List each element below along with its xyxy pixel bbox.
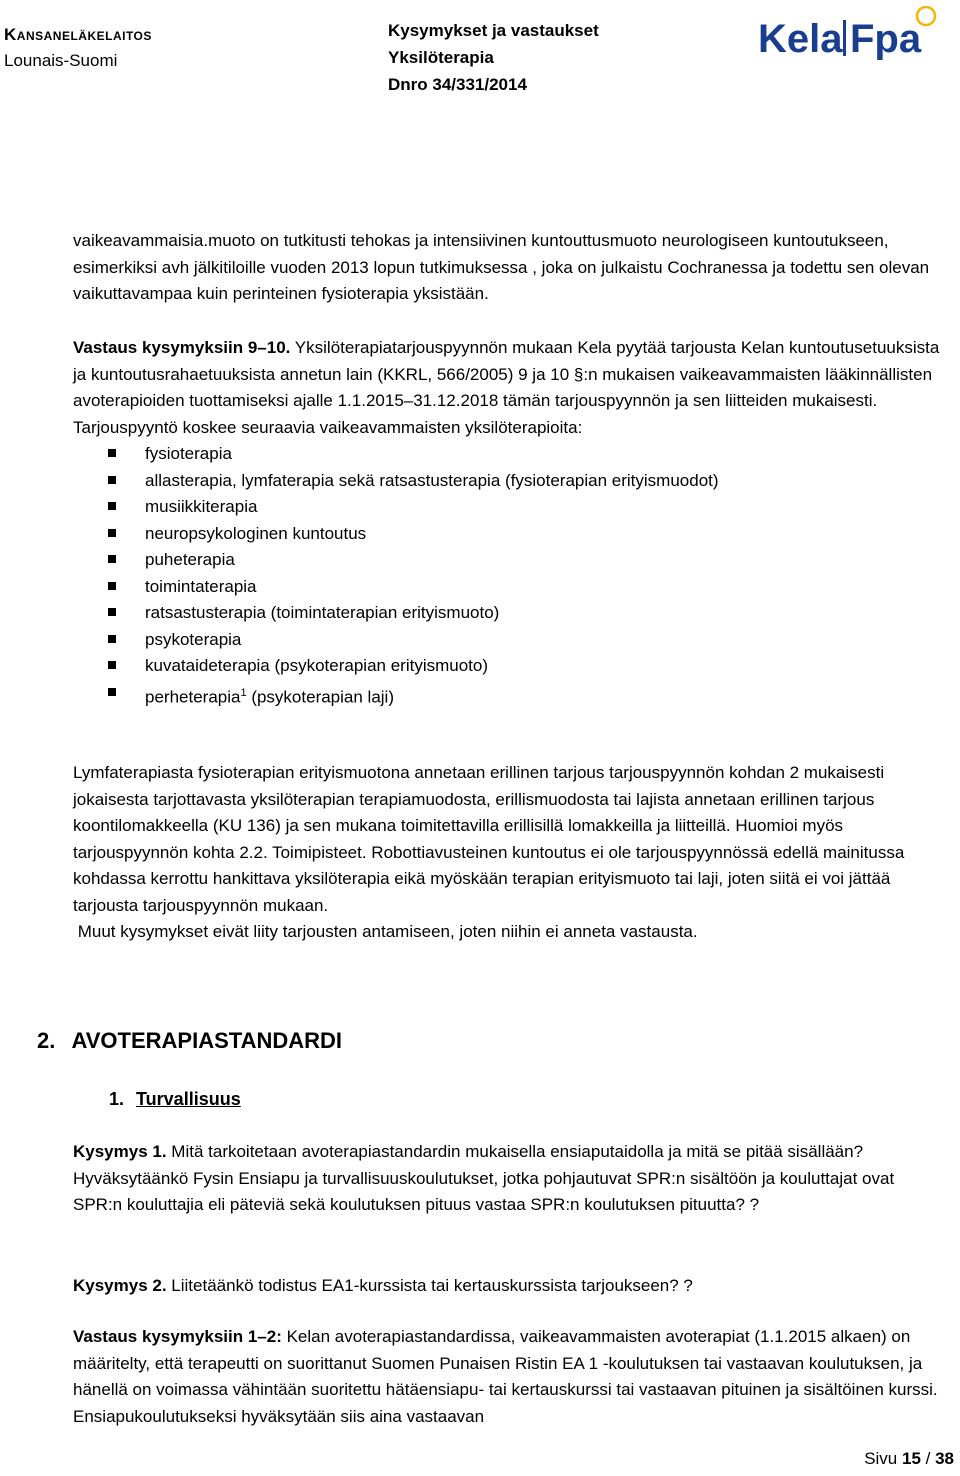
list-item: fysioterapia bbox=[73, 441, 943, 468]
list-item: allasterapia, lymfaterapia sekä ratsastusterapia (fysioterapian erityismuodot) bbox=[73, 468, 943, 495]
lymfaterapia-paragraph bbox=[73, 760, 943, 946]
list-item: kuvataideterapia (psykoterapian erityismuoto) bbox=[73, 653, 943, 680]
other-questions-text: Muut kysymykset eivät liity tarjousten antamiseen, joten niihin ei anneta vastausta. bbox=[73, 922, 698, 941]
intro-paragraph bbox=[73, 228, 943, 308]
document-title: Kysymykset ja vastaukset bbox=[388, 21, 599, 40]
subsection-number: 1. bbox=[109, 1089, 125, 1109]
kela-fpa-logo-graphic bbox=[758, 6, 938, 60]
subsection-title: Turvallisuus bbox=[136, 1089, 241, 1109]
page-number bbox=[864, 1449, 954, 1469]
header-document-info bbox=[388, 17, 599, 98]
document-subtitle: Yksilöterapia bbox=[388, 48, 494, 67]
page-prefix: Sivu bbox=[864, 1449, 902, 1468]
current-page: 15 bbox=[901, 1449, 921, 1468]
list-item: ratsastusterapia (toimintaterapian erityismuoto) bbox=[73, 600, 943, 627]
question-2 bbox=[73, 1273, 943, 1300]
question-1-label: Kysymys 1. bbox=[73, 1142, 167, 1161]
question-2-label: Kysymys 2. bbox=[73, 1276, 167, 1295]
answer-1-2-text: Kelan avoterapiastandardissa, vaikeavammaisten avoterapiat (1.1.2015 alkaen) on määritelty, että terapeutti on suorittanut Suomen Punaisen Ristin EA 1 -koulutuksen tai vastaavan koulutuksen, ja hänellä on voimassa vähintään suoritettu hätäensiapu- tai kertauskurssi tai vastaavan pituinen ja sisältöinen kurssi. Ensiapukoulutukseksi hyväksytään siis aina vastaavan bbox=[73, 1327, 938, 1426]
question-1 bbox=[73, 1139, 943, 1219]
section-number: 2. bbox=[37, 1028, 56, 1053]
footnote-marker[interactable]: 1 bbox=[240, 686, 247, 699]
list-item: neuropsykologinen kuntoutus bbox=[73, 521, 943, 548]
list-item: musiikkiterapia bbox=[73, 494, 943, 521]
answer-9-10-paragraph bbox=[73, 335, 943, 415]
answer-1-2-label: Vastaus kysymyksiin 1–2: bbox=[73, 1327, 282, 1346]
total-pages: 38 bbox=[935, 1449, 954, 1468]
page-separator: / bbox=[920, 1449, 936, 1468]
question-1-paragraph bbox=[73, 1139, 943, 1219]
list-item: psykoterapia bbox=[73, 627, 943, 654]
list-item: toimintaterapia bbox=[73, 574, 943, 601]
org-region: Lounais-Suomi bbox=[4, 51, 118, 70]
subsection-heading bbox=[109, 1086, 241, 1112]
logo-emblem-icon bbox=[917, 7, 935, 25]
lymfaterapia-text: Lymfaterapiasta fysioterapian erityismuotona annetaan erillinen tarjous tarjouspyynnön kohdan 2 mukaisesti jokaisesta tarjottavasta yksilöterapian terapiamuodosta, erillismuodosta tai lajista annetaan erillinen tarjous koontilomakkeella (KU 136) ja sen mukana toimitettavilla erillisillä lomakkeilla ja liitteillä. Huomioi myös tarjouspyynnön kohta 2.2. Toimipisteet. Robottiavusteinen kuntoutus ei ole tarjouspyynnössä edellä mainitussa kohdassa kerrottu hankittava yksilöterapia eikä myöskään terapian erityismuoto tai laji, joten siitä ei voi jättää tarjousta tarjouspyynnön mukaan. bbox=[73, 763, 905, 915]
org-name: Kansaneläkelaitos bbox=[4, 25, 152, 44]
question-2-text: Liitetäänkö todistus EA1-kurssista tai kertauskurssista tarjoukseen? ? bbox=[166, 1276, 693, 1295]
question-1-text: Mitä tarkoitetaan avoterapiastandardin mukaisella ensiaputaidolla ja mitä se pitää sisällään? Hyväksytäänkö Fysin Ensiapu ja turvallisuuskoulutukset, jotka pohjautuvat SPR:n sisältöön ja kouluttajat ovat SPR:n kouluttajia eli päteviä sekä koulutuksen pituus vastaa SPR:n koulutuksen pituutta? ? bbox=[73, 1142, 895, 1214]
logo-text-fpa: Fpa bbox=[850, 17, 922, 60]
logo-text-kela: Kela bbox=[758, 17, 843, 60]
therapy-list-intro: Tarjouspyyntö koskee seuraavia vaikeavammaisten yksilöterapioita: bbox=[73, 417, 583, 437]
therapy-list bbox=[73, 441, 943, 711]
list-item-text: (psykoterapian laji) bbox=[246, 687, 394, 707]
answer-9-10-text: Yksilöterapiatarjouspyynnön mukaan Kela pyytää tarjousta Kelan kuntoutusetuuksista ja kuntoutusrahaetuuksista annetun lain (KKRL, 566/2005) 9 ja 10 §:n mukaisen vaikeavammaisten lääkinnällisten avoterapioiden tuottamiseksi ajalle 1.1.2015–31.12.2018 tämän tarjouspyynnön ja sen liitteiden mukaisesti. bbox=[73, 338, 940, 410]
answer-9-10-section bbox=[73, 335, 943, 711]
answer-1-2 bbox=[73, 1324, 943, 1430]
list-item bbox=[73, 680, 943, 711]
answer-1-2-paragraph bbox=[73, 1324, 943, 1430]
intro-text: vaikeavammaisia.muoto on tutkitusti tehokas ja intensiivinen kuntouttusmuoto neurologiseen kuntoutukseen, esimerkiksi avh jälkitiloille vuoden 2013 lopun tutkimuksessa , joka on julkaistu Cochranessa ja todettu sen olevan vaikuttavampaa kuin perinteinen fysioterapia yksistään. bbox=[73, 231, 930, 303]
list-item: puheterapia bbox=[73, 547, 943, 574]
section-title: AVOTERAPIASTANDARDI bbox=[71, 1028, 343, 1053]
answer-9-10-label: Vastaus kysymyksiin 9–10. bbox=[73, 338, 291, 357]
question-2-paragraph bbox=[73, 1273, 943, 1300]
section-heading bbox=[37, 1024, 342, 1058]
logo-divider bbox=[843, 20, 846, 56]
header-organization bbox=[4, 22, 152, 74]
kela-fpa-logo bbox=[758, 6, 938, 65]
list-item-text: perheterapia bbox=[145, 687, 241, 707]
document-dnro: Dnro 34/331/2014 bbox=[388, 75, 527, 94]
